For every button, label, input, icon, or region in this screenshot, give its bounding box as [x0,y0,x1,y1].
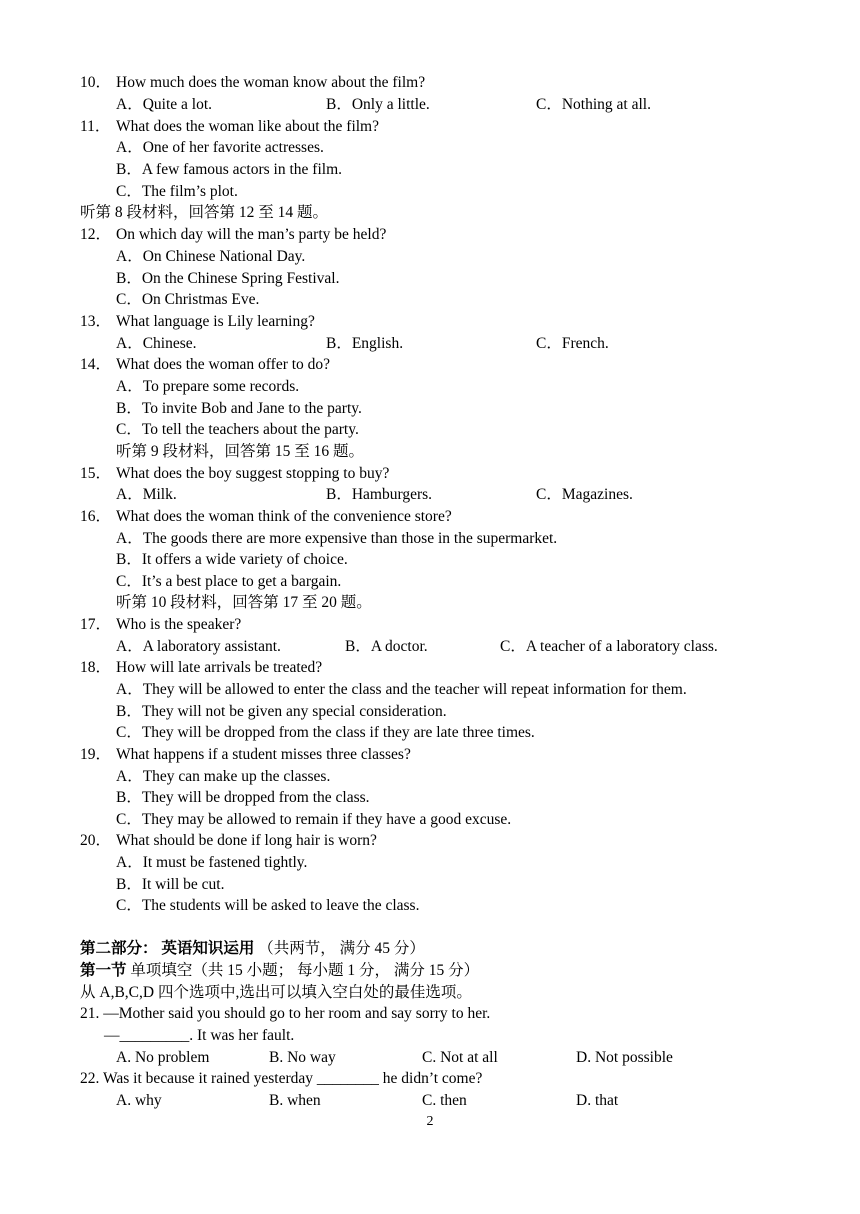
question-number: 11． [80,118,111,135]
question-20 [80,831,377,851]
option-c: C．On Christmas Eve. [116,291,260,308]
option-a: A. why [116,1092,162,1109]
question-15 [80,464,389,484]
question-number: 18． [80,659,112,676]
question-text: How will late arrivals be treated? [116,659,323,676]
option-a: A．To prepare some records. [116,378,300,395]
option-a: A．A laboratory assistant. [116,638,281,655]
option-a: A．They will be allowed to enter the class and the teacher will repeat information for them. [116,681,687,698]
question-text: What does the boy suggest stopping to buy? [116,465,390,482]
question-text: Who is the speaker? [116,616,242,633]
section-title: 第一节 [80,962,127,979]
option-c: C．The students will be asked to leave the class. [116,897,420,914]
question-number: 10． [80,74,112,91]
question-number: 20． [80,832,112,849]
option-b: B．It will be cut. [116,876,225,893]
option-c: C．To tell the teachers about the party. [116,421,359,438]
option-b: B．On the Chinese Spring Festival. [116,270,340,287]
question-18 [80,658,322,678]
option-c: C．Magazines. [536,486,633,503]
option-a: A．Chinese. [116,335,197,352]
part-note: （共两节， 满分 45 分） [258,940,425,957]
option-b: B．It offers a wide variety of choice. [116,551,348,568]
option-b: B．Hamburgers. [326,486,433,503]
question-number: 15． [80,465,112,482]
option-c: C. then [422,1092,467,1109]
question-text: What does the woman like about the film? [116,118,379,135]
section-1-heading [80,961,479,981]
part-title: 第二部分： 英语知识运用 [80,940,255,957]
instruction: 从 A,B,C,D 四个选项中,选出可以填入空白处的最佳选项。 [80,984,472,1001]
question-10 [80,73,425,93]
question-22: 22. Was it because it rained yesterday ________ he didn’t come? [80,1070,483,1087]
question-number: 19． [80,746,112,763]
question-number: 14． [80,356,112,373]
option-a: A．One of her favorite actresses. [116,139,324,156]
question-text: What should be done if long hair is worn? [116,832,377,849]
option-d: D. Not possible [576,1049,673,1066]
question-12 [80,225,386,245]
option-a: A．It must be fastened tightly. [116,854,308,871]
option-b: B．They will be dropped from the class. [116,789,370,806]
option-a: A. No problem [116,1049,210,1066]
part-2-heading [80,939,425,959]
option-c: C．They may be allowed to remain if they have a good excuse. [116,811,512,828]
page-number: 2 [426,1114,434,1129]
question-19 [80,745,411,765]
question-text: On which day will the man’s party be held? [116,226,387,243]
section-instruction-9: 听第 9 段材料，回答第 15 至 16 题。 [116,443,365,460]
section-instruction-10: 听第 10 段材料，回答第 17 至 20 题。 [116,594,372,611]
section-note: 单项填空（共 15 小题； 每小题 1 分， 满分 15 分） [126,962,480,979]
option-b: B．They will not be given any special consideration. [116,703,447,720]
question-number: 16． [80,508,112,525]
option-c: C．They will be dropped from the class if they are late three times. [116,724,535,741]
option-b: B．To invite Bob and Jane to the party. [116,400,362,417]
option-a: A．The goods there are more expensive than those in the supermarket. [116,530,558,547]
option-c: C．A teacher of a laboratory class. [500,638,718,655]
option-b: B．Only a little. [326,96,430,113]
option-b: B. when [269,1092,321,1109]
question-number: 12． [80,226,112,243]
option-b: B．English. [326,335,404,352]
option-c: C. Not at all [422,1049,498,1066]
option-a: A．Quite a lot. [116,96,212,113]
option-b: B．A few famous actors in the film. [116,161,342,178]
question-21-response: —_________. It was her fault. [104,1027,295,1044]
option-c: C．French. [536,335,609,352]
question-number: 17． [80,616,112,633]
option-c: C．It’s a best place to get a bargain. [116,573,342,590]
question-text: What language is Lily learning? [116,313,315,330]
question-text: How much does the woman know about the film? [116,74,426,91]
option-a: A．On Chinese National Day. [116,248,306,265]
option-a: A．They can make up the classes. [116,768,331,785]
section-instruction-8: 听第 8 段材料，回答第 12 至 14 题。 [80,204,329,221]
question-text: What does the woman think of the convenience store? [116,508,452,525]
question-13 [80,312,315,332]
question-21: 21. —Mother said you should go to her room and say sorry to her. [80,1005,491,1022]
option-c: C．Nothing at all. [536,96,651,113]
option-a: A．Milk. [116,486,177,503]
option-d: D. that [576,1092,619,1109]
question-text: What happens if a student misses three classes? [116,746,411,763]
question-14 [80,355,330,375]
question-number: 13． [80,313,112,330]
question-text: What does the woman offer to do? [116,356,331,373]
question-17 [80,615,241,635]
option-c: C．The film’s plot. [116,183,238,200]
question-16 [80,507,452,527]
question-11 [80,117,379,137]
option-b: B．A doctor. [345,638,428,655]
option-b: B. No way [269,1049,336,1066]
